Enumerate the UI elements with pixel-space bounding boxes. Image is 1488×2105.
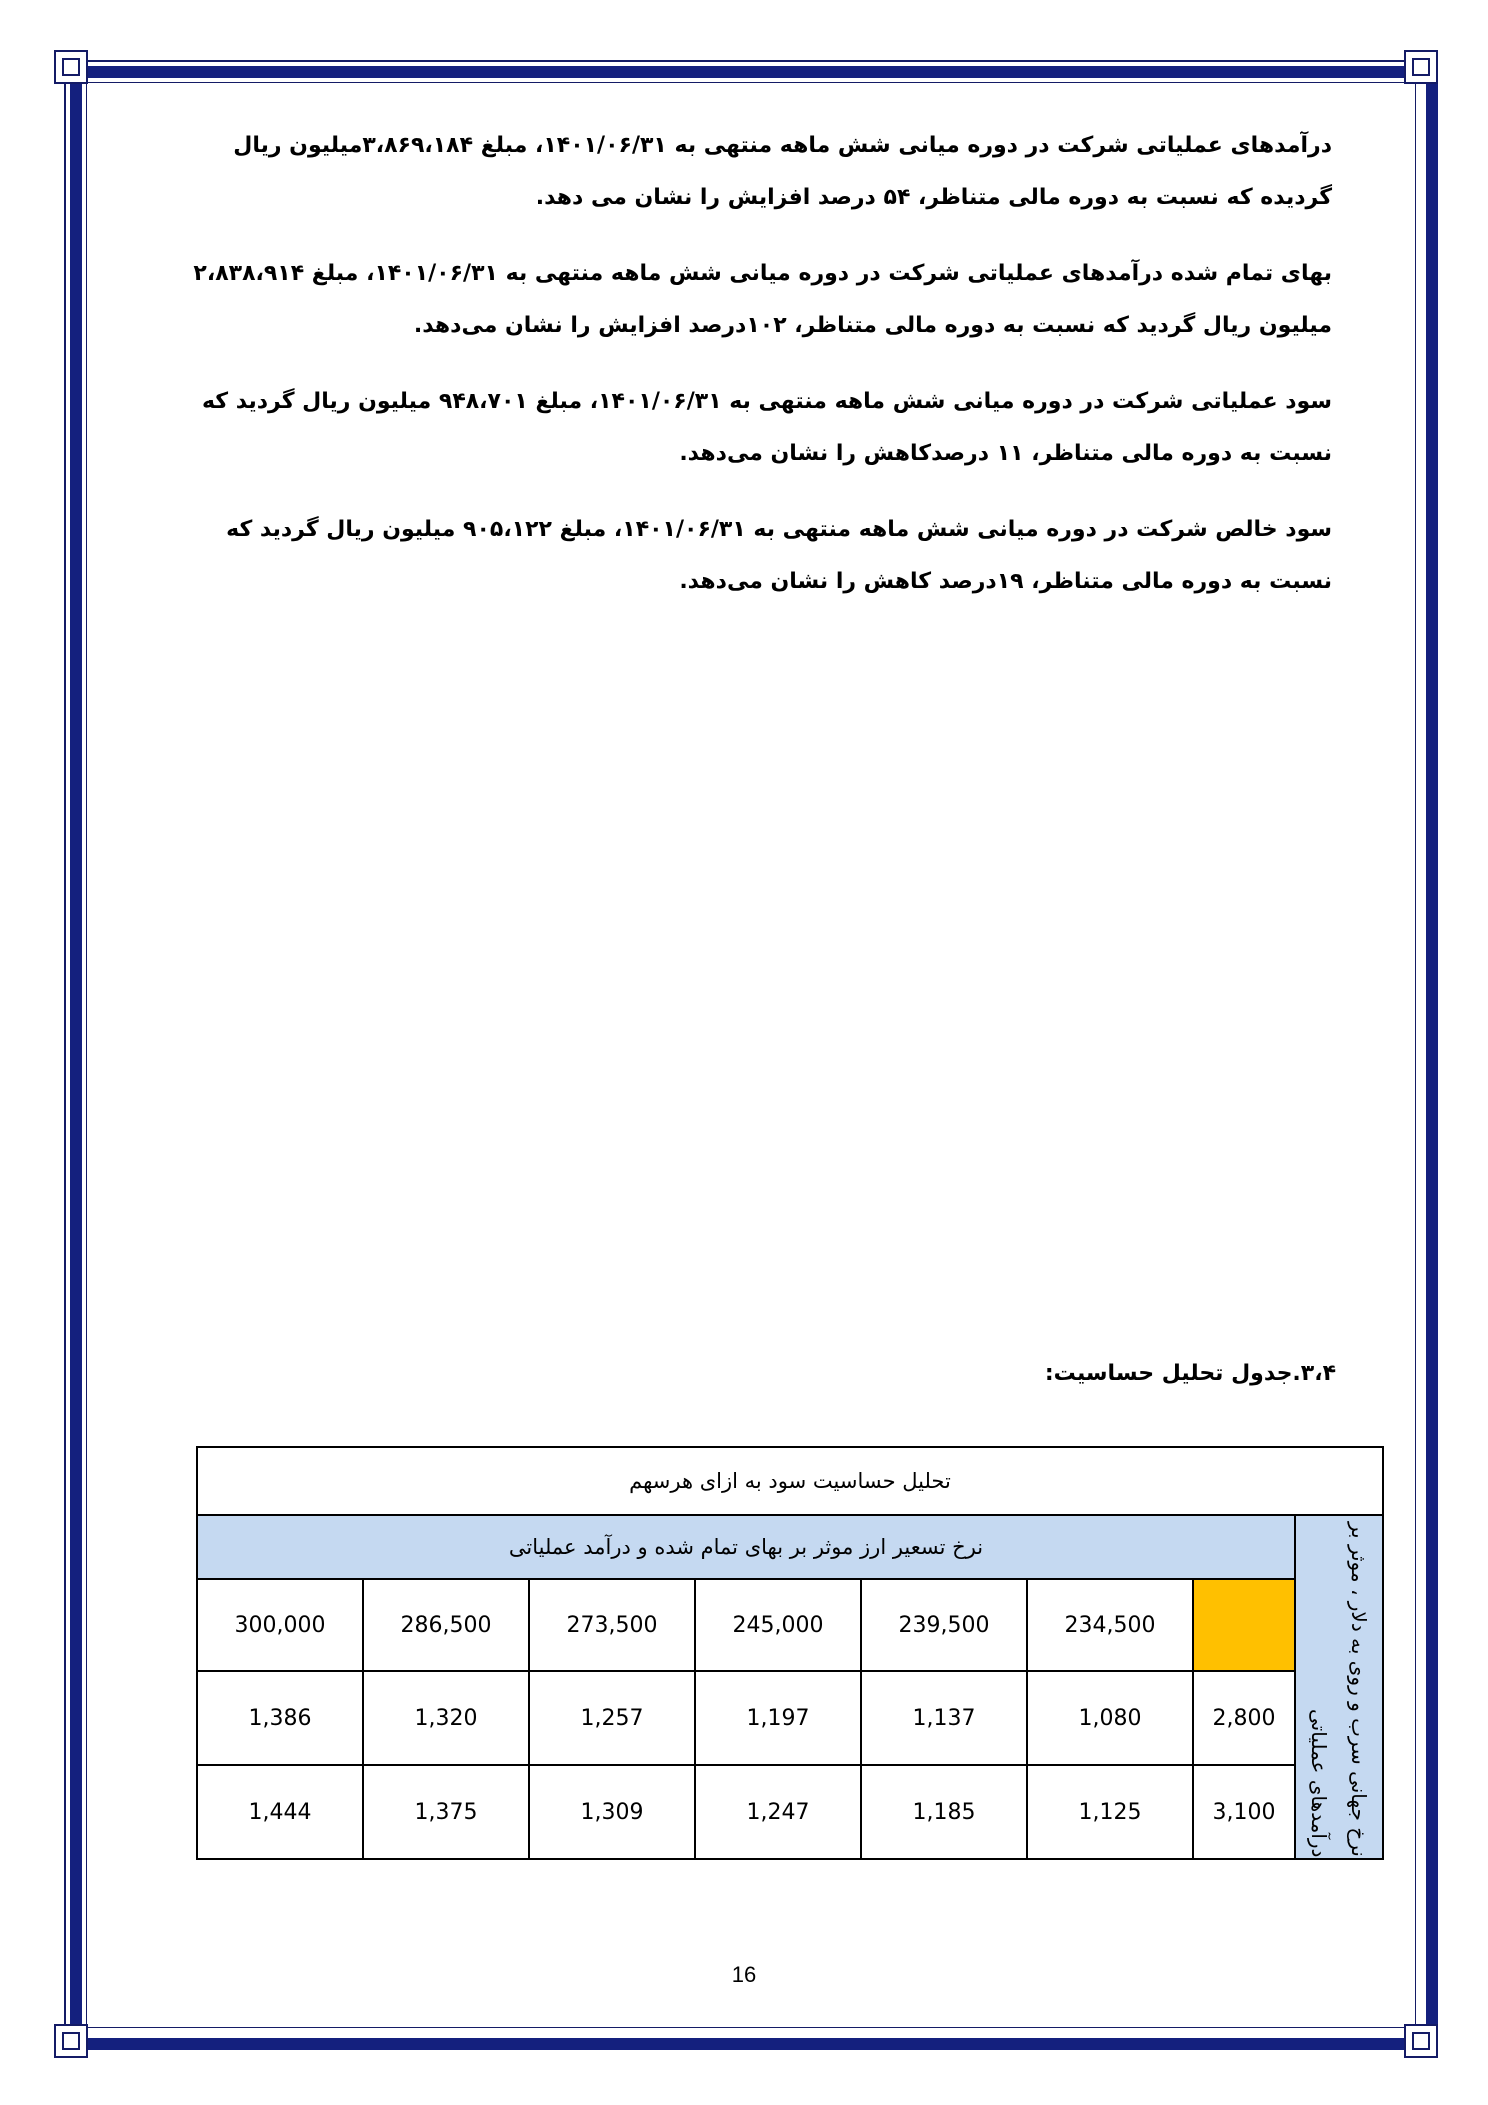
column-group-label: نرخ تسعیر ارز موثر بر بهای تمام شده و درآمد عملیاتی	[197, 1515, 1295, 1579]
table-row	[197, 1671, 1383, 1765]
table-cell: 1,444	[197, 1765, 363, 1859]
table-cell: 1,386	[197, 1671, 363, 1765]
sensitivity-table	[196, 1446, 1384, 1860]
table-cell: 1,320	[363, 1671, 529, 1765]
table-row	[197, 1765, 1383, 1859]
table-cell: 1,125	[1027, 1765, 1193, 1859]
paragraph-operating-revenue: درآمدهای عملیاتی شرکت در دوره میانی شش ماهه منتهی به ۱۴۰۱/۰۶/۳۱، مبلغ ۳،۸۶۹،۱۸۴میلیون ریال گردیده که نسبت به دوره مالی متناظر، ۵۴ درصد افزایش را نشان می دهد.	[233, 133, 1332, 210]
border-corner-ornament	[54, 50, 88, 84]
row-header: 3,100	[1193, 1765, 1295, 1859]
table-cell: 1,375	[363, 1765, 529, 1859]
body-text	[182, 120, 1332, 632]
table-cell: 1,185	[861, 1765, 1027, 1859]
column-header: 239,500	[861, 1579, 1027, 1671]
paragraph-cost-of-revenue: بهای تمام شده درآمدهای عملیاتی شرکت در دوره میانی شش ماهه منتهی به ۱۴۰۱/۰۶/۳۱، مبلغ ۲،۸۳۸،۹۱۴ میلیون ریال گردید که نسبت به دوره مالی متناظر، ۱۰۲درصد افزایش را نشان می‌دهد.	[193, 261, 1332, 338]
page-number: 16	[731, 1962, 757, 1987]
table-cell: 1,197	[695, 1671, 861, 1765]
paragraph-operating-profit: سود عملیاتی شرکت در دوره میانی شش ماهه منتهی به ۱۴۰۱/۰۶/۳۱، مبلغ ۹۴۸،۷۰۱ میلیون ریال گردید که نسبت به دوره مالی متناظر، ۱۱ درصدکاهش را نشان می‌دهد.	[201, 389, 1332, 466]
table-corner-cell	[1193, 1579, 1295, 1671]
section-heading: ۳،۴.جدول تحلیل حساسیت:	[1044, 1361, 1336, 1386]
table-cell: 1,309	[529, 1765, 695, 1859]
table-header-row	[197, 1579, 1383, 1671]
table-title: تحلیل حساسیت سود به ازای هرسهم	[197, 1447, 1383, 1515]
border-corner-ornament	[1404, 50, 1438, 84]
border-corner-ornament	[1404, 2024, 1438, 2058]
column-header: 273,500	[529, 1579, 695, 1671]
row-group-label: نرخ جهانی سرب و روی به دلار ، موثر بر درآمدهای عملیاتی	[1307, 1522, 1371, 1857]
row-group-label-cell	[1295, 1515, 1383, 1859]
row-header: 2,800	[1193, 1671, 1295, 1765]
table-cell: 1,247	[695, 1765, 861, 1859]
table-cell: 1,137	[861, 1671, 1027, 1765]
column-header: 286,500	[363, 1579, 529, 1671]
column-header: 245,000	[695, 1579, 861, 1671]
border-corner-ornament	[54, 2024, 88, 2058]
column-header: 234,500	[1027, 1579, 1193, 1671]
table-cell: 1,257	[529, 1671, 695, 1765]
column-header: 300,000	[197, 1579, 363, 1671]
paragraph-net-profit: سود خالص شرکت در دوره میانی شش ماهه منتهی به ۱۴۰۱/۰۶/۳۱، مبلغ ۹۰۵،۱۲۲ میلیون ریال گردید که نسبت به دوره مالی متناظر، ۱۹درصد کاهش را نشان می‌دهد.	[226, 517, 1332, 594]
table-cell: 1,080	[1027, 1671, 1193, 1765]
